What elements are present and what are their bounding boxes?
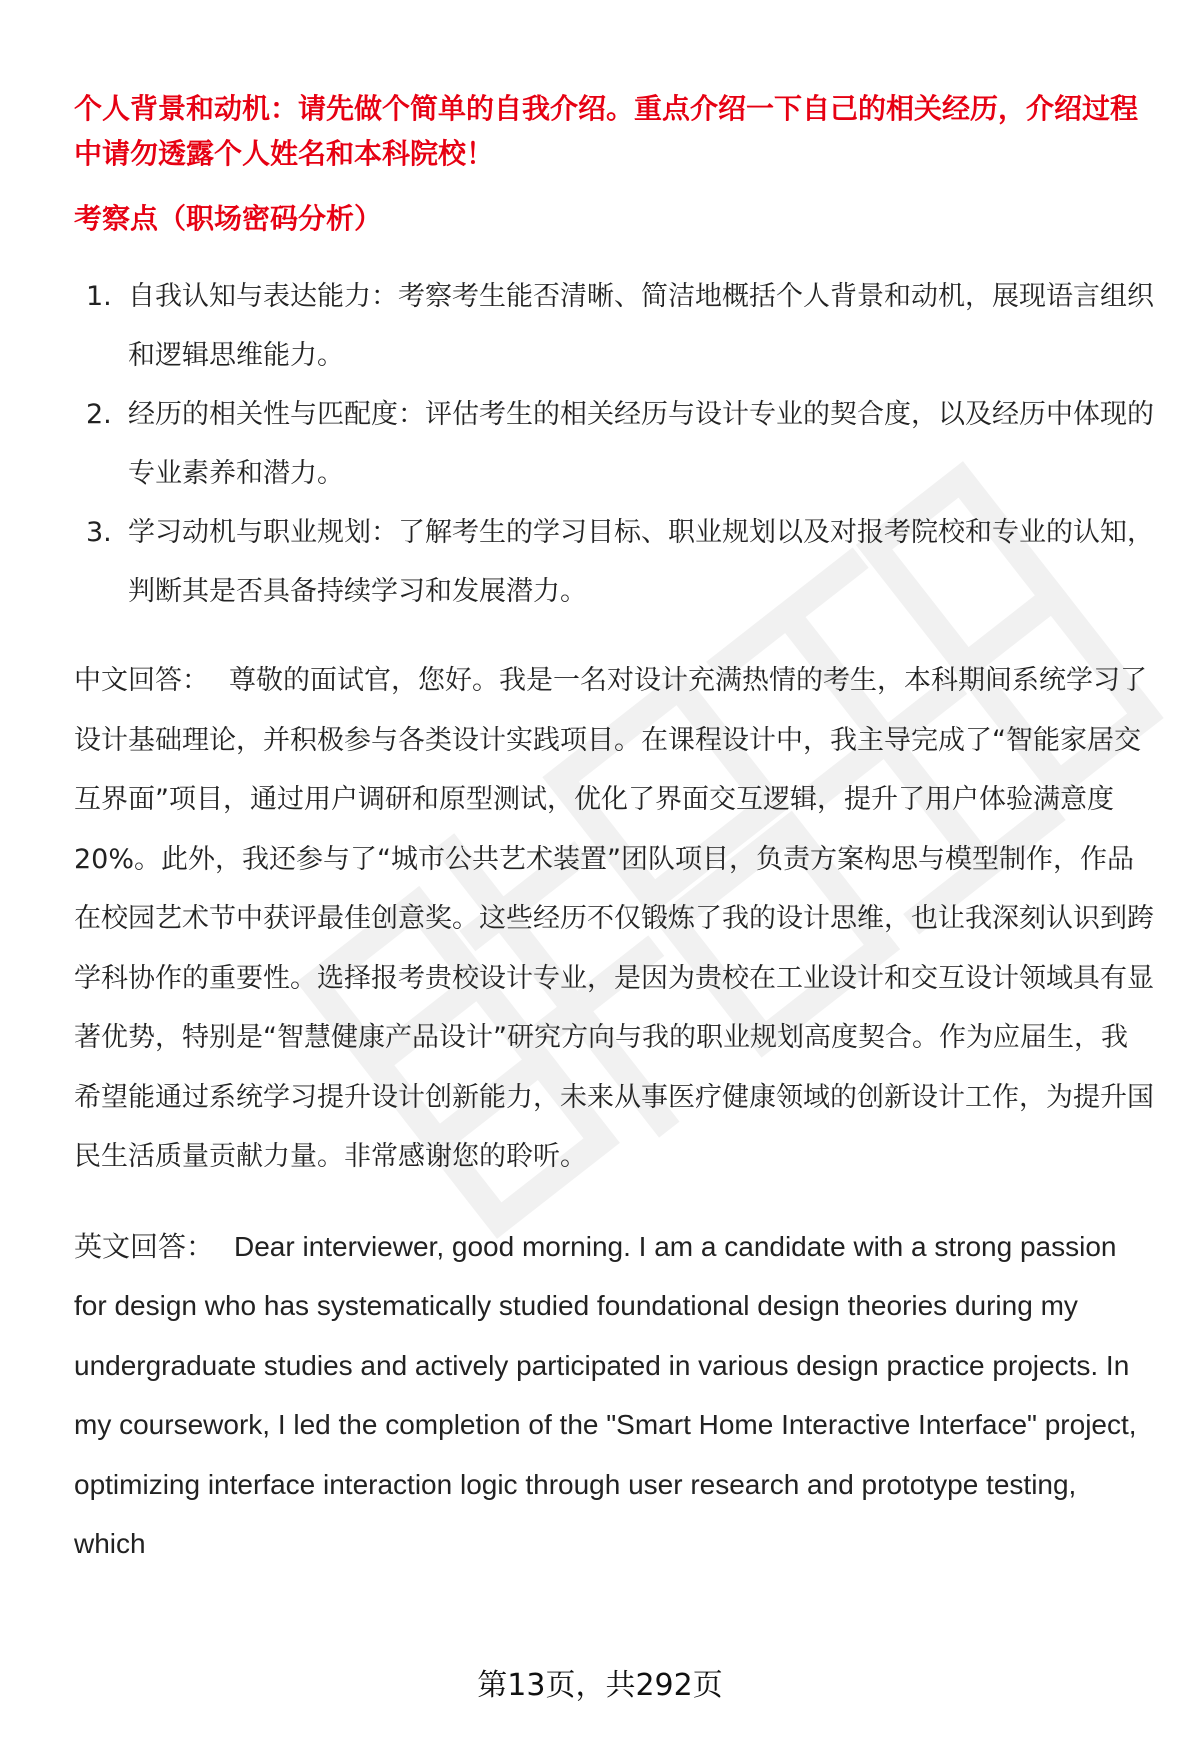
list-number: 2.	[86, 399, 112, 430]
analysis-subtitle: 考察点（职场密码分析）	[74, 202, 383, 235]
english-answer-paragraph	[74, 1217, 1154, 1574]
english-answer-label: 英文回答：	[74, 1230, 215, 1262]
chinese-answer-label: 中文回答：	[74, 665, 209, 696]
question-heading: 个人背景和动机：请先做个简单的自我介绍。重点介绍一下自己的相关经历，介绍过程中请勿透露个人姓名和本科院校！	[74, 92, 1139, 170]
list-item-text: 经历的相关性与匹配度：评估考生的相关经历与设计专业的契合度，以及经历中体现的专业素养和潜力。	[128, 399, 1154, 489]
english-answer-text: Dear interviewer, good morning. I am a candidate with a strong passion for design who has systematically studied foundational design theories during my undergraduate studies and actively participated in various design practice projects. In my coursework, I led the completion of the "Smart Home Interactive Interface" project, optimizing interface interaction logic through user research and prototype testing, which	[74, 1230, 1137, 1559]
list-item-text: 自我认知与表达能力：考察考生能否清晰、简洁地概括个人背景和动机，展现语言组织和逻辑思维能力。	[128, 281, 1154, 371]
list-item	[74, 503, 1154, 621]
list-item	[74, 385, 1154, 503]
page-number-footer: 第13页，共292页	[477, 1668, 723, 1703]
list-number: 1.	[86, 281, 112, 312]
list-number: 3.	[86, 517, 112, 548]
chinese-answer-paragraph	[74, 651, 1154, 1187]
list-item	[74, 267, 1154, 385]
list-item-text: 学习动机与职业规划：了解考生的学习目标、职业规划以及对报考院校和专业的认知，判断其是否具备持续学习和发展潜力。	[128, 517, 1154, 607]
chinese-answer-text: 尊敬的面试官，您好。我是一名对设计充满热情的考生，本科期间系统学习了设计基础理论，并积极参与各类设计实践项目。在课程设计中，我主导完成了“智能家居交互界面”项目，通过用户调研和原型测试，优化了界面交互逻辑，提升了用户体验满意度20%。此外，我还参与了“城市公共艺术装置”团队项目，负责方案构思与模型制作，作品在校园艺术节中获评最佳创意奖。这些经历不仅锻炼了我的设计思维，也让我深刻认识到跨学科协作的重要性。选择报考贵校设计专业，是因为贵校在工业设计和交互设计领域具有显著优势，特别是“智慧健康产品设计”研究方向与我的职业规划高度契合。作为应届生，我希望能通过系统学习提升设计创新能力，未来从事医疗健康领域的创新设计工作，为提升国民生活质量贡献力量。非常感谢您的聆听。	[74, 665, 1154, 1172]
assessment-points-list	[74, 267, 1154, 621]
document-content	[74, 86, 1154, 1574]
